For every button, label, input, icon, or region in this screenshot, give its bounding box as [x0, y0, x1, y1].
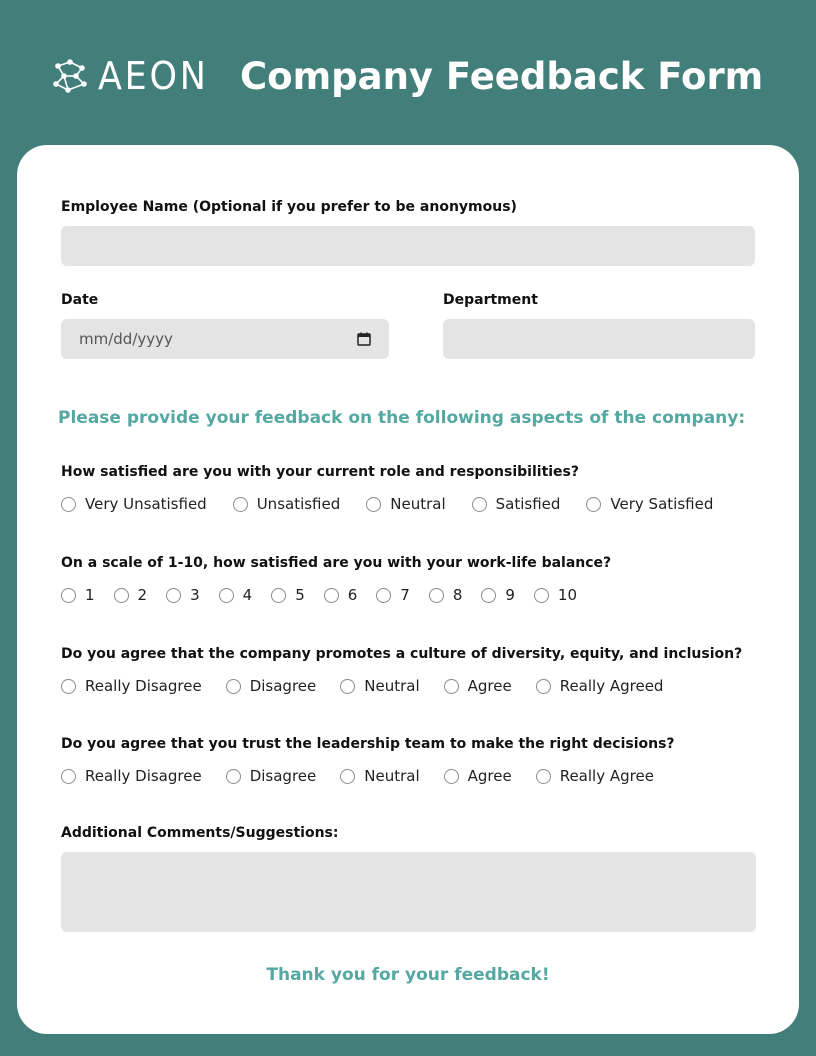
radio-option[interactable]: [586, 495, 713, 513]
radio-option-label: 3: [190, 586, 200, 604]
radio-button[interactable]: [226, 769, 241, 784]
radio-option[interactable]: [324, 586, 358, 604]
radio-button[interactable]: [219, 588, 234, 603]
radio-option[interactable]: [271, 586, 305, 604]
date-label: Date: [61, 292, 99, 308]
radio-option[interactable]: [429, 586, 463, 604]
question-text: Do you agree that the company promotes a culture of diversity, equity, and inclusion?: [61, 646, 743, 662]
radio-option-label: 8: [452, 586, 463, 604]
radio-option-label: 4: [242, 586, 253, 604]
radio-button[interactable]: [166, 588, 181, 603]
radio-option-label: Really Disagree: [85, 767, 202, 785]
date-placeholder: mm/dd/yyyy: [79, 330, 173, 348]
radio-option-label: Satisfied: [495, 495, 561, 513]
radio-option[interactable]: [226, 767, 317, 785]
radio-option[interactable]: [61, 677, 202, 695]
radio-button[interactable]: [324, 588, 339, 603]
radio-button[interactable]: [472, 497, 487, 512]
feedback-form-card: [17, 145, 799, 1034]
radio-option[interactable]: [61, 767, 202, 785]
page-title: Company Feedback Form: [240, 55, 764, 98]
logo-text: AEON: [98, 54, 209, 98]
radio-option-label: Really Agreed: [559, 677, 664, 695]
radio-option-label: 10: [557, 586, 578, 604]
radio-option-label: Really Agree: [559, 767, 654, 785]
radio-option[interactable]: [340, 767, 419, 785]
radio-button[interactable]: [444, 769, 459, 784]
network-dots-icon: [50, 56, 90, 96]
radio-option-label: Neutral: [364, 677, 420, 695]
radio-option-label: Very Satisfied: [610, 495, 714, 513]
radio-button[interactable]: [271, 588, 286, 603]
radio-button[interactable]: [61, 769, 76, 784]
date-input[interactable]: [61, 319, 389, 359]
radio-option[interactable]: [114, 586, 148, 604]
radio-button[interactable]: [340, 679, 355, 694]
radio-button[interactable]: [536, 679, 551, 694]
calendar-icon[interactable]: [357, 331, 371, 350]
page-header: [0, 0, 816, 145]
radio-button[interactable]: [586, 497, 601, 512]
radio-button[interactable]: [340, 769, 355, 784]
radio-option-label: Neutral: [364, 767, 420, 785]
radio-option-label: Very Unsatisfied: [85, 495, 207, 513]
radio-option[interactable]: [472, 495, 561, 513]
radio-option[interactable]: [340, 677, 419, 695]
radio-button[interactable]: [376, 588, 391, 603]
radio-button[interactable]: [61, 588, 76, 603]
radio-option[interactable]: [481, 586, 515, 604]
radio-option[interactable]: [61, 495, 207, 513]
question-text: Do you agree that you trust the leadership team to make the right decisions?: [61, 736, 675, 752]
radio-option-label: 9: [505, 586, 515, 604]
radio-option[interactable]: [444, 767, 512, 785]
radio-option[interactable]: [219, 586, 253, 604]
radio-option[interactable]: [536, 767, 654, 785]
radio-button[interactable]: [536, 769, 551, 784]
radio-option[interactable]: [366, 495, 445, 513]
radio-option-label: 2: [137, 586, 148, 604]
radio-group: [61, 586, 577, 604]
radio-option-label: Disagree: [249, 677, 317, 695]
radio-button[interactable]: [61, 679, 76, 694]
radio-button[interactable]: [226, 679, 241, 694]
radio-group: [61, 677, 663, 695]
radio-option-label: Unsatisfied: [256, 495, 341, 513]
comments-textarea[interactable]: [61, 852, 756, 932]
radio-group: [61, 495, 713, 513]
department-input[interactable]: [443, 319, 755, 359]
radio-button[interactable]: [481, 588, 496, 603]
radio-option[interactable]: [226, 677, 317, 695]
department-label: Department: [443, 292, 538, 308]
employee-name-label: Employee Name (Optional if you prefer to be anonymous): [61, 199, 517, 215]
thank-you-message: Thank you for your feedback!: [266, 965, 550, 985]
radio-group: [61, 767, 654, 785]
radio-option-label: Agree: [467, 677, 512, 695]
radio-option[interactable]: [233, 495, 341, 513]
radio-option[interactable]: [534, 586, 577, 604]
radio-option[interactable]: [536, 677, 664, 695]
radio-button[interactable]: [61, 497, 76, 512]
brand-logo: [50, 54, 218, 98]
radio-option[interactable]: [166, 586, 200, 604]
radio-button[interactable]: [233, 497, 248, 512]
radio-button[interactable]: [444, 679, 459, 694]
employee-name-input[interactable]: [61, 226, 755, 266]
radio-option[interactable]: [376, 586, 410, 604]
radio-option-label: Really Disagree: [85, 677, 202, 695]
radio-option-label: Neutral: [390, 495, 446, 513]
radio-option-label: 7: [400, 586, 410, 604]
radio-button[interactable]: [366, 497, 381, 512]
radio-option-label: Agree: [467, 767, 512, 785]
question-text: On a scale of 1-10, how satisfied are you with your work-life balance?: [61, 555, 612, 571]
radio-option-label: 5: [295, 586, 305, 604]
radio-button[interactable]: [114, 588, 129, 603]
radio-option[interactable]: [61, 586, 95, 604]
radio-button[interactable]: [429, 588, 444, 603]
radio-button[interactable]: [534, 588, 549, 603]
radio-option[interactable]: [444, 677, 512, 695]
radio-option-label: 6: [347, 586, 358, 604]
radio-option-label: 1: [85, 586, 95, 604]
comments-label: Additional Comments/Suggestions:: [61, 825, 339, 841]
question-text: How satisfied are you with your current role and responsibilities?: [61, 464, 580, 480]
radio-option-label: Disagree: [249, 767, 317, 785]
section-heading: Please provide your feedback on the following aspects of the company:: [58, 408, 746, 428]
